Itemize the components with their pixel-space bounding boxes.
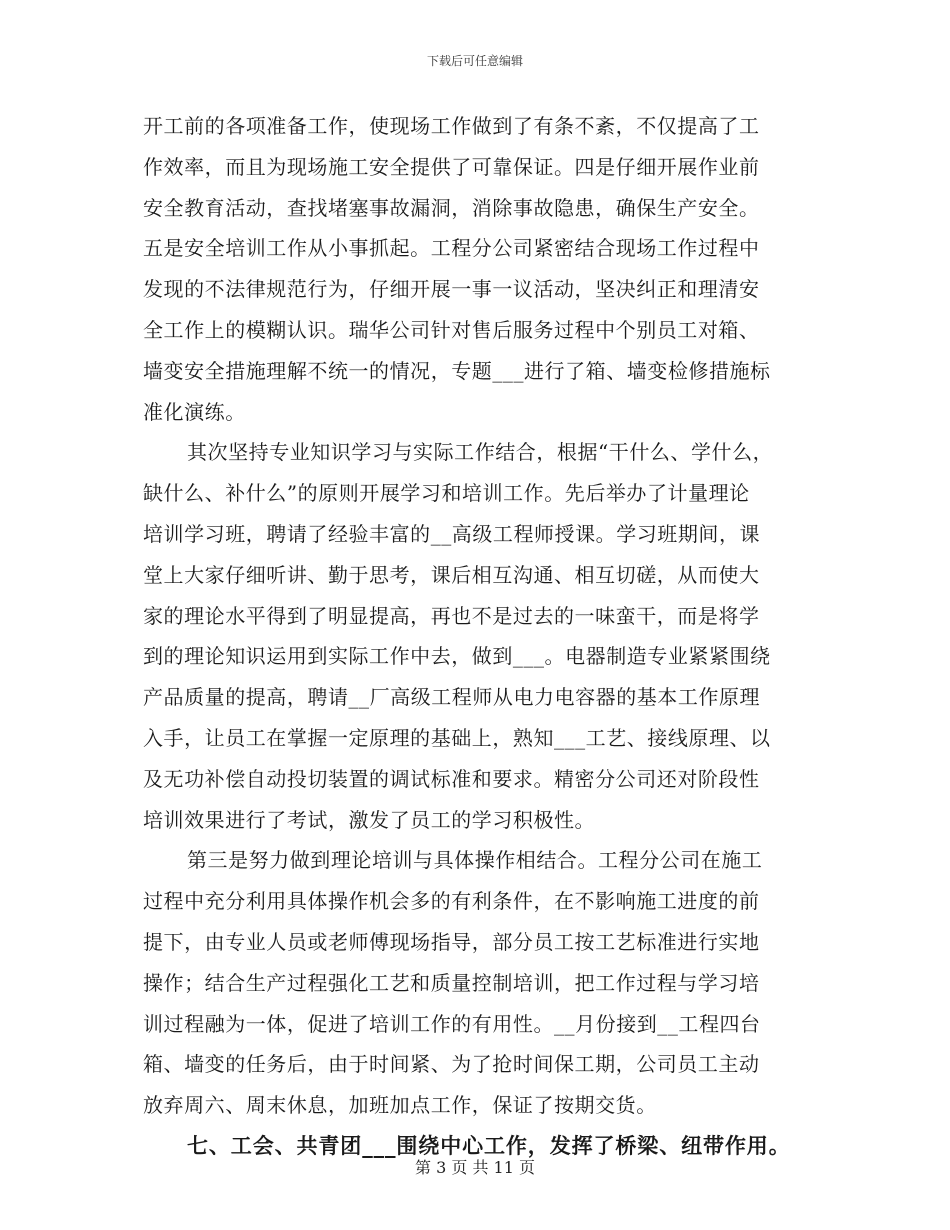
paragraph-line: 培训效果进行了考试，激发了员工的学习积极性。 — [143, 807, 596, 832]
paragraph-line: 作效率，而且为现场施工安全提供了可靠保证。四是仔细开展作业前 — [143, 154, 760, 179]
paragraph-line: 墙变安全措施理解不统一的情况，专题___进行了箱、墙变检修措施标 — [143, 358, 771, 383]
paragraph-line: 操作；结合生产过程强化工艺和质量控制培训，把工作过程与学习培 — [143, 970, 760, 995]
paragraph-line: 开工前的各项准备工作，使现场工作做到了有条不紊，不仅提高了工 — [143, 114, 760, 138]
paragraph-line: 入手，让员工在掌握一定原理的基础上，熟知___工艺、接线原理、以 — [143, 725, 771, 750]
paragraph-line: 及无功补偿自动投切装置的调试标准和要求。精密分公司还对阶段性 — [143, 766, 760, 791]
page-number: 第 3 页 共 11 页 — [415, 1158, 535, 1177]
paragraph-line: 五是安全培训工作从小事抓起。工程分公司紧密结合现场工作过程中 — [143, 236, 760, 261]
paragraph-line: 家的理论水平得到了明显提高，再也不是过去的一味蛮干，而是将学 — [143, 603, 760, 628]
paragraph-line: 缺什么、补什么”的原则开展学习和培训工作。先后举办了计量理论 — [143, 481, 750, 506]
paragraph-line: 堂上大家仔细听讲、勤于思考，课后相互沟通、相互切磋，从而使大 — [143, 562, 760, 587]
paragraph-line: 产品质量的提高，聘请__厂高级工程师从电力电容器的基本工作原理 — [143, 685, 761, 710]
paragraph-line: 准化演练。 — [143, 399, 246, 424]
paragraph-line: 过程中充分利用具体操作机会多的有利条件，在不影响施工进度的前 — [143, 889, 760, 914]
paragraph-line: 全工作上的模糊认识。瑞华公司针对售后服务过程中个别员工对箱、 — [143, 317, 760, 342]
paragraph-line: 箱、墙变的任务后，由于时间紧、为了抢时间保工期，公司员工主动 — [143, 1052, 760, 1077]
page-header: 下载后可任意编辑 — [426, 54, 523, 68]
paragraph-start-line: 其次坚持专业知识学习与实际工作结合，根据“干什么、学什么， — [187, 440, 774, 465]
paragraph-line: 提下，由专业人员或老师傅现场指导，部分员工按工艺标准进行实地 — [143, 929, 760, 954]
paragraph-line: 安全教育活动，查找堵塞事故漏洞，消除事故隐患，确保生产安全。 — [143, 195, 760, 220]
paragraph-line: 到的理论知识运用到实际工作中去，做到___。电器制造专业紧紧围绕 — [143, 644, 771, 669]
paragraph-start-line: 第三是努力做到理论培训与具体操作相结合。工程分公司在施工 — [187, 848, 763, 873]
paragraph-line: 培训学习班，聘请了经验丰富的__高级工程师授课。学习班期间，课 — [143, 521, 761, 546]
paragraph-line: 发现的不法律规范行为，仔细开展一事一议活动，坚决纠正和理清安 — [143, 277, 760, 302]
section-heading: 七、工会、共青团___围绕中心工作，发挥了桥梁、纽带作用。 — [187, 1132, 791, 1158]
paragraph-line: 训过程融为一体，促进了培训工作的有用性。__月份接到__工程四台 — [143, 1011, 761, 1036]
document-body — [143, 106, 808, 1167]
paragraph-line: 放弃周六、周末休息，加班加点工作，保证了按期交货。 — [143, 1093, 657, 1118]
